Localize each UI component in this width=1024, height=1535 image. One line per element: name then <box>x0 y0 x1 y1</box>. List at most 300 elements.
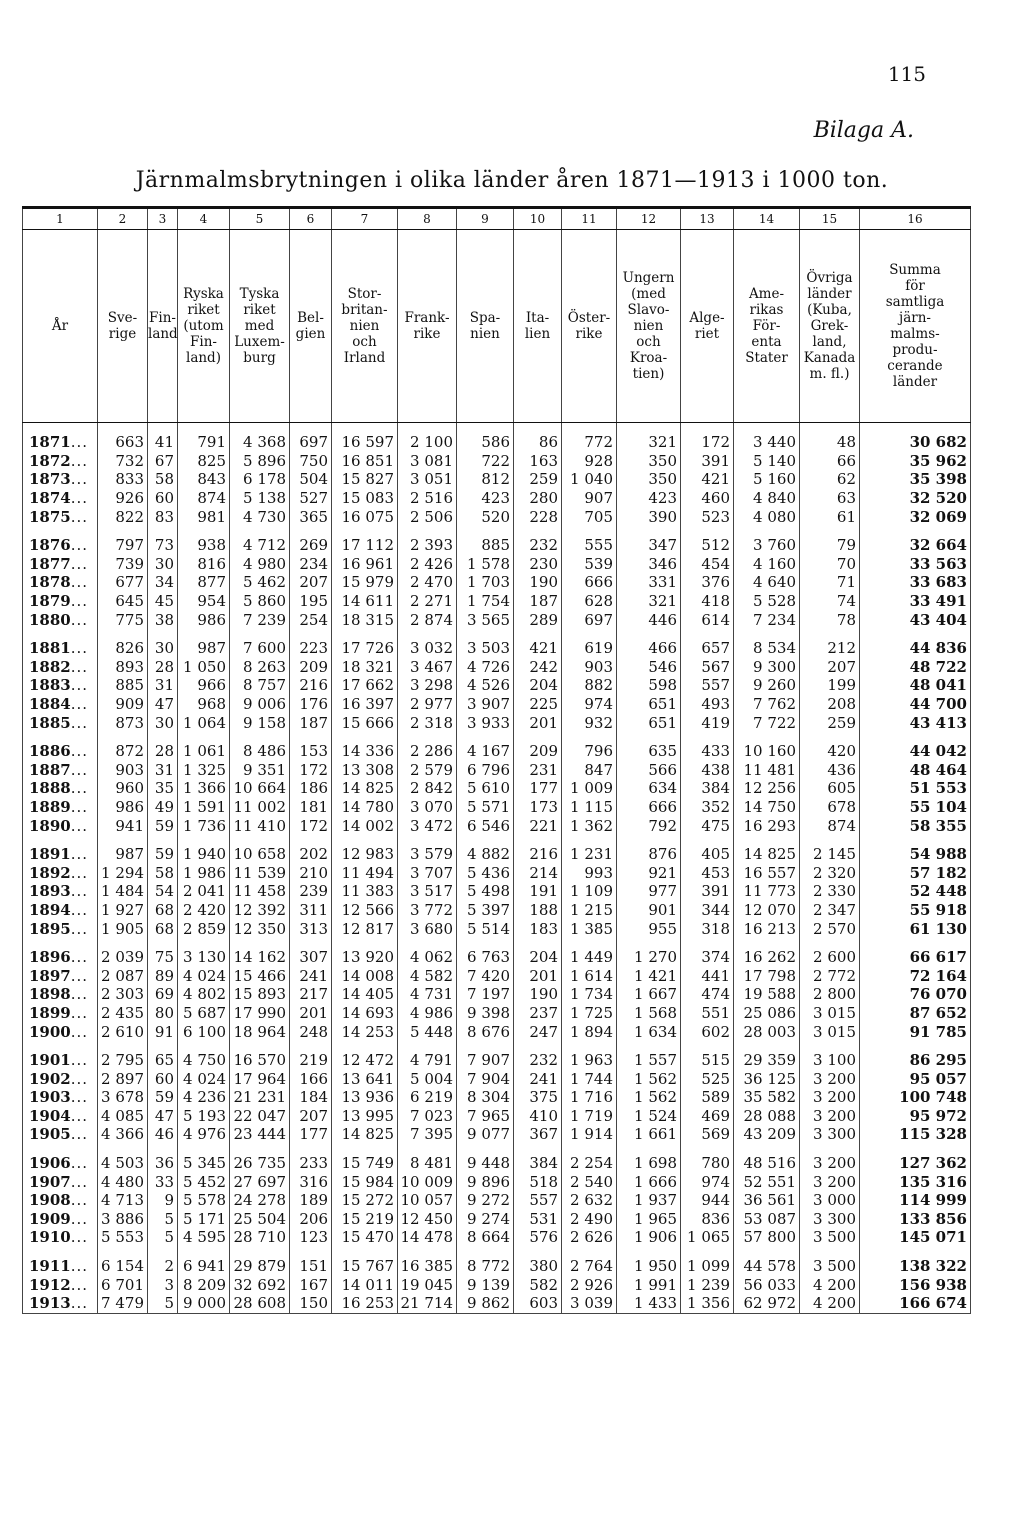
table-row <box>23 507 971 526</box>
value-cell: 739 <box>98 555 148 574</box>
value-cell: 2 435 <box>98 1004 148 1023</box>
value-cell: 8 263 <box>230 658 290 677</box>
value-cell: 28 003 <box>734 1022 800 1041</box>
table-body <box>23 423 971 1314</box>
leader-dots: ... <box>70 657 89 676</box>
value-cell: 86 <box>514 423 562 452</box>
value-cell: 7 239 <box>230 610 290 629</box>
leader-dots: ... <box>70 1154 89 1173</box>
value-cell: 525 <box>681 1069 734 1088</box>
value-cell: 555 <box>562 526 617 555</box>
value-cell: 5 896 <box>230 452 290 471</box>
value-cell: 2 347 <box>800 901 860 920</box>
year: 1884 <box>29 695 71 714</box>
year: 1904 <box>29 1106 71 1125</box>
value-cell: 974 <box>562 695 617 714</box>
value-cell: 5 345 <box>178 1144 230 1173</box>
value-cell: 71 <box>800 573 860 592</box>
value-cell: 1 725 <box>562 1004 617 1023</box>
value-cell: 3 503 <box>457 629 514 658</box>
value-cell: 391 <box>681 882 734 901</box>
value-cell: 219 <box>290 1041 332 1070</box>
year: 1881 <box>29 639 71 658</box>
value-cell: 2 145 <box>800 835 860 864</box>
table-row <box>23 732 971 761</box>
value-cell: 221 <box>514 816 562 835</box>
value-cell: 321 <box>617 423 681 452</box>
year: 1902 <box>29 1069 71 1088</box>
value-cell: 25 504 <box>230 1210 290 1229</box>
value-cell: 259 <box>514 470 562 489</box>
table-row <box>23 470 971 489</box>
value-cell: 201 <box>514 713 562 732</box>
table-title: Järnmalmsbrytningen i olika länder åren 1871—1913 i 1000 ton. <box>135 168 889 193</box>
value-cell: 986 <box>98 798 148 817</box>
leader-dots: ... <box>70 900 89 919</box>
value-cell: 63 <box>800 489 860 508</box>
column-header: Ame- rikas För- enta Stater <box>734 230 800 423</box>
value-cell: 987 <box>178 629 230 658</box>
value-cell: 3 051 <box>398 470 457 489</box>
column-header: Sve- rige <box>98 230 148 423</box>
value-cell: 242 <box>514 658 562 677</box>
value-cell: 16 851 <box>332 452 398 471</box>
value-cell: 9 <box>148 1191 178 1210</box>
value-cell: 25 086 <box>734 1004 800 1023</box>
leader-dots: ... <box>70 1051 89 1070</box>
table-row <box>23 919 971 938</box>
year-cell <box>23 779 98 798</box>
year: 1883 <box>29 676 71 695</box>
value-cell: 15 749 <box>332 1144 398 1173</box>
value-cell: 31 <box>148 761 178 780</box>
value-cell: 3 130 <box>178 938 230 967</box>
year-cell <box>23 1210 98 1229</box>
year: 1913 <box>29 1294 71 1313</box>
value-cell: 5 498 <box>457 882 514 901</box>
table-row <box>23 713 971 732</box>
value-cell: 3 015 <box>800 1004 860 1023</box>
value-cell: 16 253 <box>332 1294 398 1313</box>
value-cell: 3 200 <box>800 1172 860 1191</box>
value-cell: 47 <box>148 1107 178 1126</box>
value-cell: 3 039 <box>562 1294 617 1313</box>
value-cell: 1 356 <box>681 1294 734 1313</box>
value-cell: 1 568 <box>617 1004 681 1023</box>
leader-dots: ... <box>70 554 89 573</box>
value-cell: 5 571 <box>457 798 514 817</box>
leader-dots: ... <box>70 1172 89 1191</box>
value-cell: 9 139 <box>457 1275 514 1294</box>
value-cell: 17 964 <box>230 1069 290 1088</box>
year: 1889 <box>29 797 71 816</box>
value-cell: 31 <box>148 676 178 695</box>
value-cell: 2 286 <box>398 732 457 761</box>
value-cell: 14 002 <box>332 816 398 835</box>
sum-cell: 48 041 <box>860 676 971 695</box>
value-cell: 33 <box>148 1172 178 1191</box>
value-cell: 16 262 <box>734 938 800 967</box>
leader-dots: ... <box>70 695 89 714</box>
value-cell: 8 486 <box>230 732 290 761</box>
value-cell: 19 045 <box>398 1275 457 1294</box>
value-cell: 812 <box>457 470 514 489</box>
value-cell: 4 582 <box>398 966 457 985</box>
value-cell: 876 <box>617 835 681 864</box>
value-cell: 14 693 <box>332 1004 398 1023</box>
value-cell: 15 666 <box>332 713 398 732</box>
value-cell: 986 <box>178 610 230 629</box>
table-row <box>23 423 971 452</box>
value-cell: 5 452 <box>178 1172 230 1191</box>
value-cell: 903 <box>98 761 148 780</box>
value-cell: 21 231 <box>230 1088 290 1107</box>
value-cell: 163 <box>514 452 562 471</box>
value-cell: 1 698 <box>617 1144 681 1173</box>
column-header: Ryska riket (utom Fin- land) <box>178 230 230 423</box>
column-header: Bel- gien <box>290 230 332 423</box>
value-cell: 7 197 <box>457 985 514 1004</box>
value-cell: 466 <box>617 629 681 658</box>
year: 1885 <box>29 713 71 732</box>
value-cell: 4 986 <box>398 1004 457 1023</box>
value-cell: 12 256 <box>734 779 800 798</box>
iron-ore-table <box>22 206 971 1314</box>
value-cell: 2 800 <box>800 985 860 1004</box>
sum-cell: 54 988 <box>860 835 971 864</box>
value-cell: 1 115 <box>562 798 617 817</box>
year: 1912 <box>29 1275 71 1294</box>
value-cell: 8 481 <box>398 1144 457 1173</box>
value-cell: 60 <box>148 489 178 508</box>
value-cell: 4 236 <box>178 1088 230 1107</box>
column-number: 5 <box>230 208 290 230</box>
value-cell: 816 <box>178 555 230 574</box>
value-cell: 663 <box>98 423 148 452</box>
value-cell: 172 <box>290 816 332 835</box>
value-cell: 34 <box>148 573 178 592</box>
year-cell <box>23 1247 98 1276</box>
value-cell: 3 032 <box>398 629 457 658</box>
value-cell: 210 <box>290 863 332 882</box>
value-cell: 551 <box>681 1004 734 1023</box>
value-cell: 390 <box>617 507 681 526</box>
leader-dots: ... <box>70 610 89 629</box>
value-cell: 4 024 <box>178 966 230 985</box>
value-cell: 1 666 <box>617 1172 681 1191</box>
table-row <box>23 1107 971 1126</box>
value-cell: 3 000 <box>800 1191 860 1210</box>
value-cell: 4 366 <box>98 1125 148 1144</box>
value-cell: 217 <box>290 985 332 1004</box>
table-row <box>23 816 971 835</box>
sum-cell: 114 999 <box>860 1191 971 1210</box>
table-row <box>23 1210 971 1229</box>
value-cell: 433 <box>681 732 734 761</box>
value-cell: 6 763 <box>457 938 514 967</box>
value-cell: 15 272 <box>332 1191 398 1210</box>
value-cell: 15 984 <box>332 1172 398 1191</box>
value-cell: 12 983 <box>332 835 398 864</box>
value-cell: 15 767 <box>332 1247 398 1276</box>
value-cell: 59 <box>148 1088 178 1107</box>
sum-cell: 95 972 <box>860 1107 971 1126</box>
column-header: Ita- lien <box>514 230 562 423</box>
value-cell: 3 081 <box>398 452 457 471</box>
value-cell: 28 608 <box>230 1294 290 1313</box>
value-cell: 3 772 <box>398 901 457 920</box>
value-cell: 1 215 <box>562 901 617 920</box>
value-cell: 10 009 <box>398 1172 457 1191</box>
value-cell: 212 <box>800 629 860 658</box>
year-cell <box>23 938 98 967</box>
value-cell: 474 <box>681 985 734 1004</box>
value-cell: 1 040 <box>562 470 617 489</box>
value-cell: 241 <box>290 966 332 985</box>
value-cell: 9 006 <box>230 695 290 714</box>
value-cell: 12 566 <box>332 901 398 920</box>
value-cell: 78 <box>800 610 860 629</box>
value-cell: 204 <box>514 676 562 695</box>
value-cell: 1 950 <box>617 1247 681 1276</box>
value-cell: 15 979 <box>332 573 398 592</box>
value-cell: 9 398 <box>457 1004 514 1023</box>
value-cell: 3 760 <box>734 526 800 555</box>
value-cell: 80 <box>148 1004 178 1023</box>
value-cell: 955 <box>617 919 681 938</box>
column-header: Alge- riet <box>681 230 734 423</box>
table-row <box>23 1294 971 1313</box>
year: 1892 <box>29 863 71 882</box>
value-cell: 557 <box>514 1191 562 1210</box>
value-cell: 350 <box>617 452 681 471</box>
value-cell: 3 500 <box>800 1247 860 1276</box>
column-header: Ungern (med Slavo- nien och Kroa- tien) <box>617 230 681 423</box>
value-cell: 254 <box>290 610 332 629</box>
year-cell <box>23 452 98 471</box>
value-cell: 28 <box>148 658 178 677</box>
value-cell: 17 726 <box>332 629 398 658</box>
value-cell: 204 <box>514 938 562 967</box>
value-cell: 9 158 <box>230 713 290 732</box>
leader-dots: ... <box>70 779 89 798</box>
value-cell: 2 610 <box>98 1022 148 1041</box>
value-cell: 1 362 <box>562 816 617 835</box>
value-cell: 206 <box>290 1210 332 1229</box>
leader-dots: ... <box>70 863 89 882</box>
value-cell: 1 894 <box>562 1022 617 1041</box>
value-cell: 2 506 <box>398 507 457 526</box>
sum-cell: 33 683 <box>860 573 971 592</box>
value-cell: 29 359 <box>734 1041 800 1070</box>
value-cell: 3 680 <box>398 919 457 938</box>
value-cell: 57 800 <box>734 1228 800 1247</box>
value-cell: 172 <box>681 423 734 452</box>
value-cell: 405 <box>681 835 734 864</box>
leader-dots: ... <box>70 470 89 489</box>
table-row <box>23 798 971 817</box>
value-cell: 207 <box>290 1107 332 1126</box>
value-cell: 423 <box>617 489 681 508</box>
value-cell: 187 <box>514 592 562 611</box>
value-cell: 248 <box>290 1022 332 1041</box>
value-cell: 603 <box>514 1294 562 1313</box>
value-cell: 307 <box>290 938 332 967</box>
value-cell: 1 557 <box>617 1041 681 1070</box>
value-cell: 12 392 <box>230 901 290 920</box>
year-cell <box>23 985 98 1004</box>
value-cell: 17 990 <box>230 1004 290 1023</box>
value-cell: 2 100 <box>398 423 457 452</box>
value-cell: 173 <box>514 798 562 817</box>
value-cell: 232 <box>514 526 562 555</box>
value-cell: 3 298 <box>398 676 457 695</box>
value-cell: 14 825 <box>734 835 800 864</box>
column-header: Övriga länder (Kuba, Grek- land, Kanada m. fl.) <box>800 230 860 423</box>
value-cell: 4 726 <box>457 658 514 677</box>
value-cell: 960 <box>98 779 148 798</box>
value-cell: 576 <box>514 1228 562 1247</box>
value-cell: 12 350 <box>230 919 290 938</box>
value-cell: 53 087 <box>734 1210 800 1229</box>
leader-dots: ... <box>70 919 89 938</box>
value-cell: 1 937 <box>617 1191 681 1210</box>
sum-cell: 115 328 <box>860 1125 971 1144</box>
column-number: 2 <box>98 208 148 230</box>
value-cell: 5 860 <box>230 592 290 611</box>
value-cell: 24 278 <box>230 1191 290 1210</box>
value-cell: 7 600 <box>230 629 290 658</box>
table-row <box>23 555 971 574</box>
value-cell: 32 692 <box>230 1275 290 1294</box>
value-cell: 2 330 <box>800 882 860 901</box>
value-cell: 7 904 <box>457 1069 514 1088</box>
value-cell: 5 610 <box>457 779 514 798</box>
value-cell: 209 <box>290 658 332 677</box>
leader-dots: ... <box>70 676 89 695</box>
value-cell: 5 578 <box>178 1191 230 1210</box>
value-cell: 280 <box>514 489 562 508</box>
value-cell: 1 661 <box>617 1125 681 1144</box>
value-cell: 1 109 <box>562 882 617 901</box>
value-cell: 12 472 <box>332 1041 398 1070</box>
value-cell: 14 253 <box>332 1022 398 1041</box>
value-cell: 2 516 <box>398 489 457 508</box>
value-cell: 44 578 <box>734 1247 800 1276</box>
leader-dots: ... <box>70 592 89 611</box>
value-cell: 28 <box>148 732 178 761</box>
value-cell: 74 <box>800 592 860 611</box>
year: 1887 <box>29 760 71 779</box>
value-cell: 58 <box>148 470 178 489</box>
leader-dots: ... <box>70 966 89 985</box>
value-cell: 6 178 <box>230 470 290 489</box>
year-cell <box>23 901 98 920</box>
value-cell: 666 <box>617 798 681 817</box>
value-cell: 59 <box>148 835 178 864</box>
leader-dots: ... <box>70 816 89 835</box>
value-cell: 177 <box>290 1125 332 1144</box>
value-cell: 1 963 <box>562 1041 617 1070</box>
table-row <box>23 901 971 920</box>
value-cell: 54 <box>148 882 178 901</box>
value-cell: 18 321 <box>332 658 398 677</box>
sum-cell: 32 664 <box>860 526 971 555</box>
year: 1886 <box>29 742 71 761</box>
value-cell: 527 <box>290 489 332 508</box>
sum-cell: 95 057 <box>860 1069 971 1088</box>
value-cell: 4 480 <box>98 1172 148 1191</box>
table-row <box>23 526 971 555</box>
sum-cell: 127 362 <box>860 1144 971 1173</box>
leader-dots: ... <box>70 1003 89 1022</box>
page-number: 115 <box>887 62 926 86</box>
year-cell <box>23 610 98 629</box>
value-cell: 190 <box>514 985 562 1004</box>
year: 1894 <box>29 900 71 919</box>
value-cell: 384 <box>514 1144 562 1173</box>
value-cell: 191 <box>514 882 562 901</box>
value-cell: 48 516 <box>734 1144 800 1173</box>
value-cell: 36 <box>148 1144 178 1173</box>
value-cell: 515 <box>681 1041 734 1070</box>
value-cell: 1 667 <box>617 985 681 1004</box>
value-cell: 4 976 <box>178 1125 230 1144</box>
value-cell: 4 200 <box>800 1294 860 1313</box>
year-cell <box>23 1107 98 1126</box>
value-cell: 614 <box>681 610 734 629</box>
sum-cell: 76 070 <box>860 985 971 1004</box>
sum-cell: 61 130 <box>860 919 971 938</box>
value-cell: 223 <box>290 629 332 658</box>
value-cell: 2 420 <box>178 901 230 920</box>
value-cell: 1 744 <box>562 1069 617 1088</box>
year-cell <box>23 658 98 677</box>
value-cell: 421 <box>514 629 562 658</box>
value-cell: 5 160 <box>734 470 800 489</box>
column-number: 14 <box>734 208 800 230</box>
value-cell: 3 907 <box>457 695 514 714</box>
sum-cell: 48 464 <box>860 761 971 780</box>
value-cell: 1 736 <box>178 816 230 835</box>
leader-dots: ... <box>70 760 89 779</box>
value-cell: 321 <box>617 592 681 611</box>
value-cell: 67 <box>148 452 178 471</box>
value-cell: 1 578 <box>457 555 514 574</box>
value-cell: 9 272 <box>457 1191 514 1210</box>
year: 1903 <box>29 1088 71 1107</box>
column-number: 6 <box>290 208 332 230</box>
column-header: Spa- nien <box>457 230 514 423</box>
value-cell: 18 315 <box>332 610 398 629</box>
value-cell: 6 941 <box>178 1247 230 1276</box>
value-cell: 441 <box>681 966 734 985</box>
value-cell: 3 467 <box>398 658 457 677</box>
value-cell: 4 368 <box>230 423 290 452</box>
leader-dots: ... <box>70 882 89 901</box>
value-cell: 14 780 <box>332 798 398 817</box>
value-cell: 7 420 <box>457 966 514 985</box>
value-cell: 2 <box>148 1247 178 1276</box>
value-cell: 9 300 <box>734 658 800 677</box>
value-cell: 981 <box>178 507 230 526</box>
value-cell: 61 <box>800 507 860 526</box>
value-cell: 172 <box>290 761 332 780</box>
value-cell: 5 448 <box>398 1022 457 1041</box>
value-cell: 1 009 <box>562 779 617 798</box>
sum-cell: 51 553 <box>860 779 971 798</box>
value-cell: 239 <box>290 882 332 901</box>
